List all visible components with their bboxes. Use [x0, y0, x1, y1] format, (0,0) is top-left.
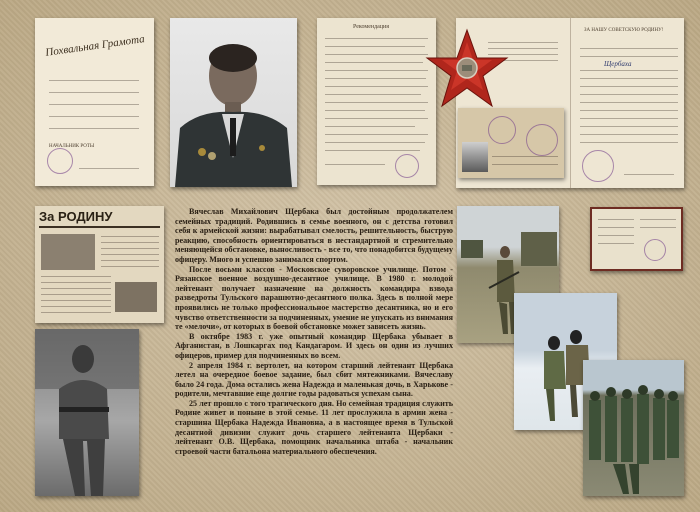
handwritten-letter [317, 18, 436, 185]
service-pass-document [458, 108, 564, 178]
newspaper-clipping [35, 206, 164, 323]
officer-portrait-photo [170, 18, 297, 187]
article-paragraph: 2 апреля 1984 г. вертолет, на котором старший лейтенант Щербака летел на очередное боевое задание, был сбит мятежниками. Вячеславу было 24 года. Дома остались жена Надежда и маленькая дочь, в Харькове - родители, мечтавшие еще долгие годы радоваться успехам сына. [175, 360, 453, 399]
award-stamp [644, 239, 666, 261]
article-paragraph: После восьми классов - Московское суворовское училище. Потом - Рязанское военное воздушно-десантное училище. В 1980 г. молодой лейтенант получает назначение на должность командира взвода разведроты Тульского парашютно-десантного полка. Здесь в полной мере проявились не только профессиональное мастерство десантника, но и его чувство ответственности за подчиненных, умение не упускать из внимания те «мелочи», от которых в боевой обстановке может зависеть жизнь. [175, 264, 453, 332]
id-header: ЗА НАШУ СОВЕТСКУЮ РОДИНУ! [584, 28, 664, 33]
id-holder-name: Щербаха [604, 60, 632, 68]
certificate-issuer: НАЧАЛЬНИК РОТЫ [49, 144, 95, 149]
certificate-stamp [47, 148, 73, 174]
certificate-title: Похвальная Грамота [44, 33, 146, 59]
soldier-bw-photo [35, 329, 139, 496]
article-body [175, 207, 453, 505]
article-paragraph: В октябре 1983 г. уже опытный командир Щербака убывает в Афганистан, в Лошкаргах под Кандагаром. И здесь он один из лучших офицеров, пример для подчиненных во всем. [175, 331, 453, 360]
red-star-medal-icon [424, 28, 510, 110]
article-paragraph: 25 лет прошло с того трагического дня. Но семейная традиция служить Родине живет и поныне в этой семье. 11 лет прослужила в армии жена - старшина Щербака Надежда Ивановна, а в настоящее время в Тульской десантной дивизии служит дочь старшего лейтенанта Щербаки - лейтенант О.В. Щербака, помощник начальника штаба - начальник строевой части батальона материального обеспечения. [175, 398, 453, 456]
pass-photo [462, 142, 488, 172]
newspaper-masthead: За РОДИНУ [39, 209, 113, 224]
article-paragraph: Вячеслав Михайлович Щербака был достойным продолжателем семейных традиций. Родившись в семье военного, он с детства готовил себя к армейской жизни: вырабатывал смелость, решительность, быструю реакцию, способность ориентироваться в нестандартной и стремительно меняющейся обстановке, выносливость - все то, что понадобится будущему офицеру. Много и успешно занимался спортом. [175, 207, 453, 264]
id-stamp [582, 150, 614, 182]
award-document [590, 207, 683, 271]
pass-stamp-2 [526, 124, 558, 156]
parade-soldiers-photo [583, 360, 684, 496]
letter-stamp [395, 154, 419, 178]
certificate-document [35, 18, 154, 186]
letter-heading: Рекомендация [353, 24, 389, 30]
newspaper-photo-2 [115, 282, 157, 312]
newspaper-photo [41, 234, 95, 270]
pass-stamp [488, 116, 516, 144]
